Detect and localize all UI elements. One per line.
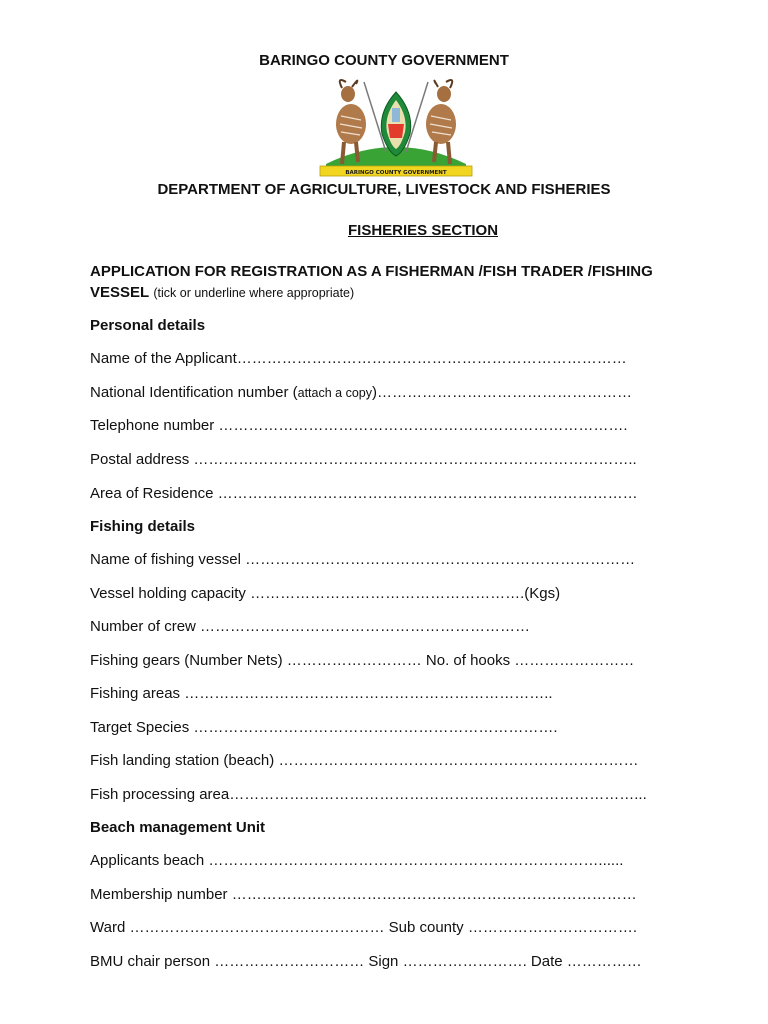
target-species-field[interactable]: Target Species ……………………………………………………………….	[90, 719, 558, 736]
form-title-note: (tick or underline where appropriate)	[153, 286, 355, 300]
form-title-line1: APPLICATION FOR REGISTRATION AS A FISHERMAN /FISH TRADER /FISHING	[90, 263, 653, 280]
vessel-name-field[interactable]: Name of fishing vessel ……………………………………………………………………	[90, 551, 636, 568]
national-id-label: National Identification number (	[90, 384, 298, 401]
national-id-field[interactable]	[90, 384, 632, 402]
residence-field[interactable]: Area of Residence …………………………………………………………………………	[90, 485, 638, 502]
telephone-field[interactable]: Telephone number ……………………………………………………………………….	[90, 417, 628, 434]
postal-address-field[interactable]: Postal address ……………………………………………………………………………..	[90, 451, 637, 468]
landing-station-field[interactable]: Fish landing station (beach) ………………………………………………………………	[90, 752, 639, 769]
department-title: DEPARTMENT OF AGRICULTURE, LIVESTOCK AND FISHERIES	[157, 181, 611, 198]
crest-banner-text: BARINGO COUNTY GOVERNMENT	[345, 170, 447, 176]
fishing-gears-field[interactable]: Fishing gears (Number Nets) ……………………… No. of hooks ……………………	[90, 652, 635, 669]
government-title: BARINGO COUNTY GOVERNMENT	[259, 52, 509, 69]
national-id-note: attach a copy	[297, 386, 372, 400]
personal-details-heading: Personal details	[90, 317, 206, 334]
ward-subcounty-field[interactable]: Ward …………………………………………… Sub county …………………………….	[90, 919, 638, 936]
form-title-line2: VESSEL	[90, 284, 150, 301]
bmu-chair-field[interactable]: BMU chair person ………………………… Sign ……………………. Date ……………	[90, 953, 642, 970]
processing-area-field[interactable]: Fish processing area………………………………………………………………………...	[90, 786, 647, 803]
fishing-details-heading: Fishing details	[90, 518, 196, 535]
section-title: FISHERIES SECTION	[348, 222, 499, 239]
vessel-capacity-field[interactable]: Vessel holding capacity ……………………………………………….(Kgs)	[90, 585, 561, 602]
applicants-beach-field[interactable]: Applicants beach ……………………………………………………………………......	[90, 852, 624, 869]
fishing-areas-field[interactable]: Fishing areas ………………………………………………………………..	[90, 685, 553, 702]
applicant-name-field[interactable]: Name of the Applicant……………………………………………………………………	[90, 350, 627, 367]
bmu-heading: Beach management Unit	[90, 819, 266, 836]
crew-number-field[interactable]: Number of crew …………………………………………………………	[90, 618, 531, 635]
membership-number-field[interactable]: Membership number ………………………………………………………………………	[90, 886, 637, 903]
county-coat-of-arms	[316, 72, 476, 178]
national-id-blank: )……………………………………………	[371, 384, 632, 401]
